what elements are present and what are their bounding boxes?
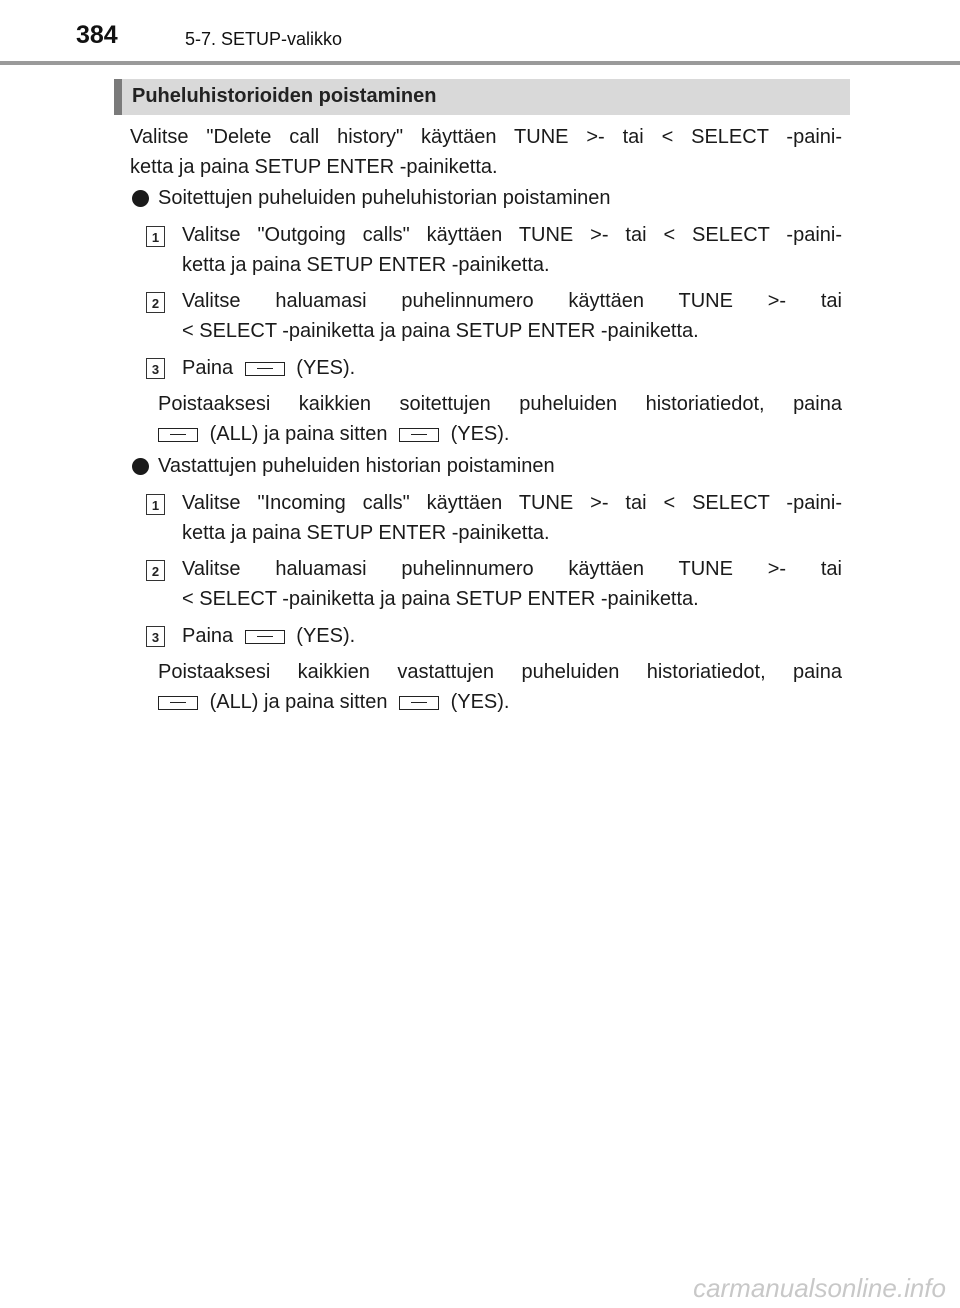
bullet-icon	[132, 458, 149, 475]
watermark: carmanualsonline.info	[693, 1273, 946, 1303]
softkey-button-icon	[399, 696, 439, 710]
note-line-1: Poistaaksesi kaikkien soitettujen puheluiden historiatiedot, paina	[158, 393, 842, 415]
note-line-2	[152, 687, 509, 717]
softkey-button-icon	[399, 428, 439, 442]
step3-line	[182, 621, 355, 651]
step-number-1: 1	[146, 494, 165, 515]
step-number-2: 2	[146, 560, 165, 581]
step1-line-2: ketta ja paina SETUP ENTER -painiketta.	[182, 254, 550, 276]
note-yes-text: (YES).	[450, 691, 510, 713]
step2-line-2: < SELECT -painiketta ja paina SETUP ENTER -painiketta.	[182, 320, 699, 342]
note-all-text: (ALL) ja paina sitten	[209, 423, 388, 445]
softkey-button-icon	[245, 630, 285, 644]
page-number: 384	[76, 21, 118, 49]
bullet-incoming: Vastattujen puheluiden historian poistaminen	[158, 455, 555, 477]
softkey-button-icon	[245, 362, 285, 376]
heading-accent-stripe	[114, 79, 122, 115]
step3-prefix: Paina	[182, 357, 234, 379]
note-line-2	[152, 419, 509, 449]
step1-line-1: Valitse "Incoming calls" käyttäen TUNE >- tai < SELECT -paini-	[182, 492, 842, 514]
section-title: 5-7. SETUP-valikko	[185, 29, 343, 49]
note-all-text: (ALL) ja paina sitten	[209, 691, 388, 713]
step-number-3: 3	[146, 358, 165, 379]
note-line-1: Poistaaksesi kaikkien vastattujen puheluiden historiatiedot, paina	[158, 661, 842, 683]
bullet-icon	[132, 190, 149, 207]
step3-line	[182, 353, 355, 383]
note-yes-text: (YES).	[450, 423, 510, 445]
step1-line-2: ketta ja paina SETUP ENTER -painiketta.	[182, 522, 550, 544]
step2-line-2: < SELECT -painiketta ja paina SETUP ENTER -painiketta.	[182, 588, 699, 610]
step-number-2: 2	[146, 292, 165, 313]
step3-suffix: (YES).	[296, 357, 356, 379]
intro-line-1: Valitse "Delete call history" käyttäen TUNE >- tai < SELECT -paini-	[130, 126, 842, 148]
step-number-3: 3	[146, 626, 165, 647]
section-heading-bar	[114, 79, 850, 115]
step2-line-1: Valitse haluamasi puhelinnumero käyttäen TUNE >- tai	[182, 558, 842, 580]
step3-prefix: Paina	[182, 625, 234, 647]
section-heading: Puheluhistorioiden poistaminen	[132, 85, 437, 107]
step3-suffix: (YES).	[296, 625, 356, 647]
intro-line-2: ketta ja paina SETUP ENTER -painiketta.	[130, 156, 498, 178]
softkey-button-icon	[158, 696, 198, 710]
step-number-1: 1	[146, 226, 165, 247]
bullet-outgoing: Soitettujen puheluiden puheluhistorian poistaminen	[158, 187, 611, 209]
step1-line-1: Valitse "Outgoing calls" käyttäen TUNE >- tai < SELECT -paini-	[182, 224, 842, 246]
header-divider	[0, 61, 960, 65]
step2-line-1: Valitse haluamasi puhelinnumero käyttäen TUNE >- tai	[182, 290, 842, 312]
softkey-button-icon	[158, 428, 198, 442]
